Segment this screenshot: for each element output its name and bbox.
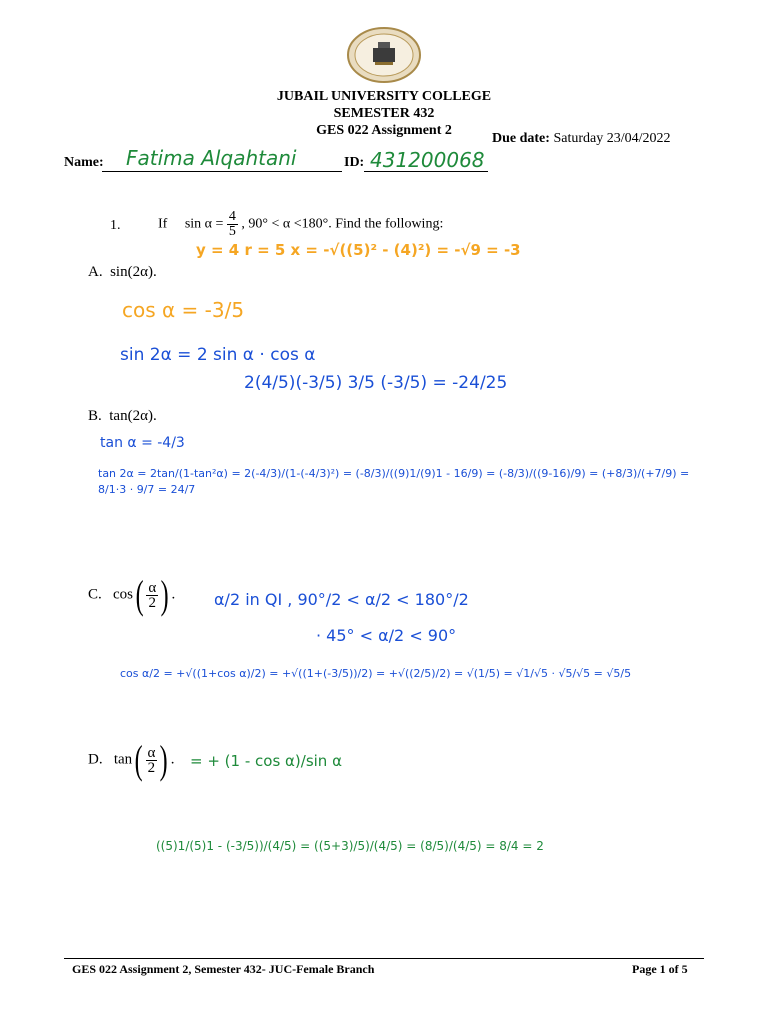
due-date-label: Due date:	[492, 131, 550, 146]
part-b	[88, 408, 157, 425]
part-d-func: tan	[113, 751, 133, 768]
part-a-text: sin(2α).	[110, 264, 157, 280]
part-a-label: A.	[88, 264, 103, 280]
footer-rule	[64, 958, 704, 959]
part-c-func: cos	[113, 586, 134, 603]
part-d-label: D.	[88, 751, 103, 768]
part-c-denominator: 2	[148, 594, 157, 611]
question-if: If	[158, 216, 168, 232]
part-c-label: C.	[88, 586, 102, 603]
tan-alpha-work: tan α = -4/3	[100, 435, 185, 451]
question-fraction	[227, 210, 238, 239]
cos-alpha-work: cos α = -3/5	[122, 298, 245, 322]
part-c-range-note: · 45° < α/2 < 90°	[316, 626, 457, 645]
part-d-denominator: 2	[147, 759, 156, 776]
question-condition: , 90° < α <180°. Find the following:	[241, 216, 444, 232]
due-date	[492, 131, 670, 147]
id-label: ID:	[344, 155, 365, 170]
college-title: JUBAIL UNIVERSITY COLLEGE	[276, 89, 492, 104]
question-number: 1.	[110, 218, 121, 233]
student-id: 431200068	[370, 148, 485, 172]
assignment-title: GES 022 Assignment 2	[316, 123, 452, 138]
due-date-value: Saturday 23/04/2022	[553, 131, 671, 146]
part-b-label: B.	[88, 408, 102, 424]
tan2a-work: tan 2α = 2tan/(1-tan²α) = 2(-4/3)/(1-(-4/3)²) = (-8/3)/((9)1/(9)1 - 16/9) = (-8/3)/((9-16)/9) = (+8/3)/(+7/9) = 8/1·3 · 9/7 = 24/7	[98, 467, 690, 496]
fraction-denominator: 5	[228, 224, 236, 239]
semester-title: SEMESTER 432	[333, 106, 435, 121]
student-name: Fatima Alqahtani	[126, 146, 297, 170]
part-c-numerator: α	[148, 579, 157, 596]
sin2a-result: 2(4/5)(-3/5) 3/5 (-3/5) = -24/25	[244, 373, 508, 393]
part-c: C. cos( $\frac{\alpha}{2}$ ) .	[88, 572, 176, 617]
question-statement	[158, 210, 443, 239]
part-d: D. tan( $\frac{\alpha}{2}$ ) .	[88, 737, 175, 782]
sin2a-formula: sin 2α = 2 sin α · cos α	[120, 345, 316, 365]
part-c-work: cos α/2 = +√((1+cos α)/2) = +√((1+(-3/5))/2) = +√((2/5)/2) = √(1/5) = √1/√5 · √5/√5 = √5/5	[120, 667, 632, 680]
page-number: Page 1 of 5	[632, 962, 688, 976]
part-d-identity: = + (1 - cos α)/sin α	[190, 752, 342, 770]
part-a	[88, 264, 157, 281]
part-d-numerator: α	[147, 744, 156, 761]
part-c-quadrant-note: α/2 in QI , 90°/2 < α/2 < 180°/2	[214, 590, 469, 609]
given-values-work: y = 4 r = 5 x = -√((5)² - (4)²) = -√9 = -3	[196, 241, 521, 259]
footer-left: GES 022 Assignment 2, Semester 432- JUC-Female Branch	[72, 962, 375, 976]
name-underline	[102, 171, 342, 172]
college-logo	[346, 26, 422, 84]
question-sin: sin α =	[184, 216, 224, 232]
fraction-numerator: 4	[228, 209, 236, 224]
part-b-text: tan(2α).	[109, 408, 157, 424]
name-label: Name:	[64, 155, 104, 170]
part-d-work: ((5)1/(5)1 - (-3/5))/(4/5) = ((5+3)/5)/(4/5) = (8/5)/(4/5) = 8/4 = 2	[156, 839, 544, 853]
